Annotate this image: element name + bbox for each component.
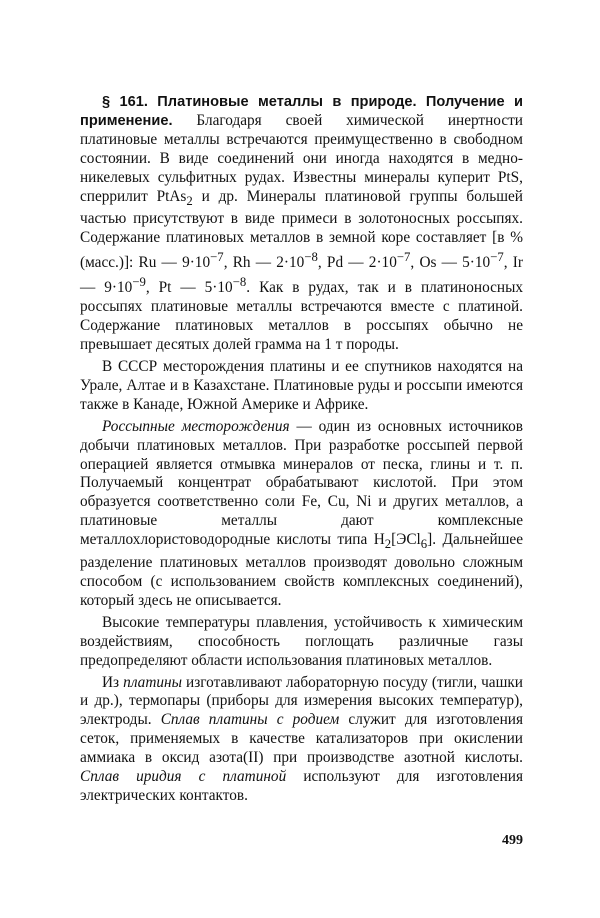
text-run: ]. Дальнейшее разделение платиновых металлов производят довольно сложным способом (с использованием свойств комплексных соединений), который здесь не описывается. (80, 531, 524, 609)
superscript: −9 (132, 275, 146, 290)
text-run: . Как в рудах, так и в платиноносных россыпях платиновые металлы встречаются вместе с платиной. Содержание платиновых металлов в россыпях обычно не превышает десятых долей грамма на 1 т породы. (80, 279, 523, 354)
section-heading: § 161. Платиновые металлы в природе. Получение и применение. (80, 94, 523, 129)
emphasis: Сплав платины с родием (160, 711, 340, 729)
subscript: 2 (186, 193, 193, 208)
subscript: 2 (384, 537, 392, 552)
text-run: изготавливают лабораторную посуду (тигли, чашки и др.), термопары (приборы для измерения высоких температур), электроды. (80, 673, 523, 729)
superscript: −8 (232, 275, 247, 290)
superscript: −7 (490, 250, 504, 265)
text-run: Благодаря своей химической инертности платиновые металлы встречаются преимущественно в свободном состоянии. В виде соединений они иногда находятся в медно-никелевых сульфитных рудах. Известны минералы куперит PtS, сперрилит PtAs (80, 111, 523, 205)
text-run: , Ir — 9·10 (80, 254, 523, 297)
text-run: и др. Минералы платиновой группы большей частью присутствуют в виде примеси в золотоносных россыпях. Содержание платиновых металлов в земной коре составляет [в % (масс.)]: Ru — 9·10 (80, 187, 523, 272)
paragraph-5 (80, 674, 523, 806)
section-text (80, 93, 523, 809)
subscript: 6 (420, 537, 428, 552)
superscript: −7 (210, 250, 224, 265)
text-run: , Pt — 5·10 (145, 279, 233, 297)
page-number: 499 (502, 833, 523, 848)
text-run: Из (102, 673, 124, 691)
text-run: — один из основных источников добычи платиновых металлов. При разработке россыпей первой операцией является отмывка минералов от песка, глины и т. п. Получаемый концентрат обрабатывают кислотой. При этом образуется соответственно соли Fe, Cu, Ni и других металлов, а платиновые металлы дают комплексные металлохлористоводородные кислоты типа H (80, 417, 523, 549)
text-run: служит для изготовления сеток, применяемых в качестве катализаторов при окислении аммиака в оксид азота(II) при производстве азотной кислоты. (80, 711, 523, 767)
superscript: −8 (304, 250, 318, 265)
text-run: , Rh — 2·10 (223, 254, 305, 272)
paragraph-3 (80, 418, 523, 611)
paragraph-2: В СССР месторождения платины и ее спутников находятся на Урале, Алтае и в Казахстане. Платиновые руды и россыпи имеются также в Канаде, Южной Америке и Африке. (80, 358, 523, 413)
superscript: −7 (396, 250, 411, 265)
emphasis: Сплав иридия с платиной (80, 768, 287, 786)
text-run: [ЭCl (391, 531, 421, 549)
emphasis: платины (123, 673, 182, 691)
paragraph-1 (80, 93, 523, 355)
paragraph-4: Высокие температуры плавления, устойчивость к химическим воздействиям, способность поглощать различные газы предопределяют области использования платиновых металлов. (80, 613, 523, 669)
text-run: , Os — 5·10 (410, 254, 491, 272)
text-run: , Pd — 2·10 (317, 254, 397, 272)
emphasis: Россыпные месторождения (102, 417, 290, 435)
text-run: используют для изготовления электрических контактов. (80, 768, 524, 804)
